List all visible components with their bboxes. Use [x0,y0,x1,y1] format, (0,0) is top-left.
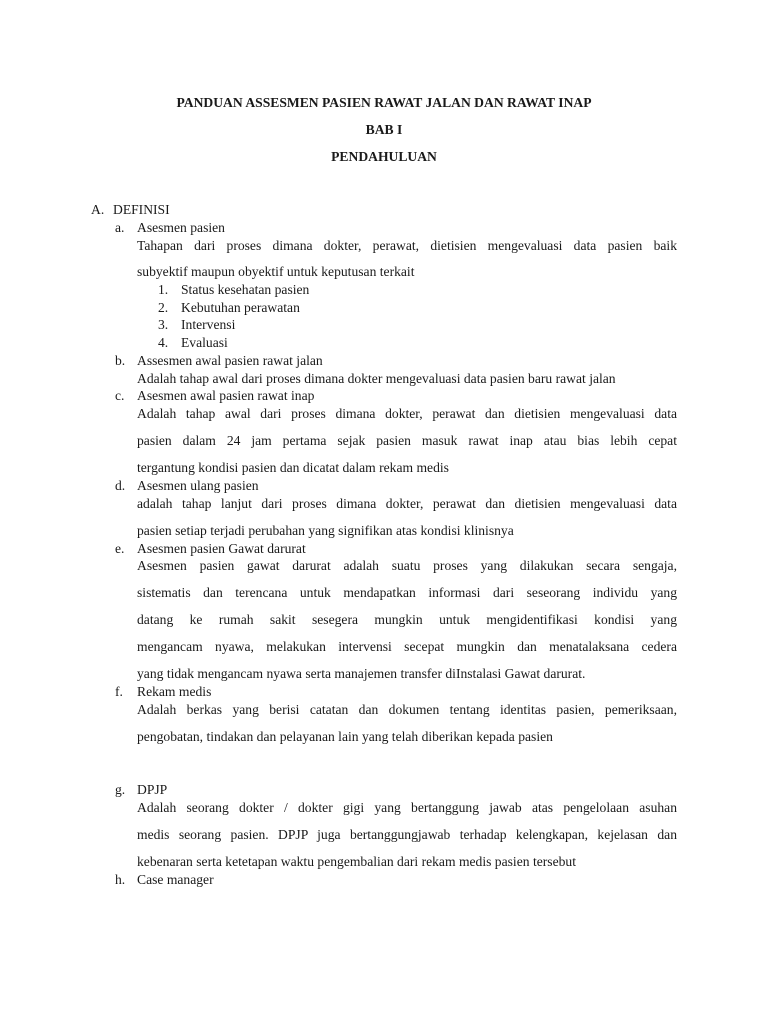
item-a-marker: a. [115,220,125,235]
subitem-1-marker: 1. [158,282,169,297]
item-c-marker: c. [115,388,125,403]
item-f-line-2: pengobatan, tindakan dan pelayanan lain yang telah diberikan kepada pasien [137,729,553,744]
item-e-line-5: yang tidak mengancam nyawa serta manajemen transfer diInstalasi Gawat darurat. [137,666,586,681]
item-d-marker: d. [115,478,126,493]
item-g-line-1: Adalah seorang dokter / dokter gigi yang bertanggung jawab atas pengelolaan asuhan [137,800,677,815]
subitem-4-text: Evaluasi [181,335,228,350]
item-e-marker: e. [115,541,125,556]
item-c-line-1: Adalah tahap awal dari proses dimana dokter, perawat dan dietisien mengevaluasi data [137,406,677,421]
subitem-3-text: Intervensi [181,317,236,332]
item-g-title: DPJP [137,782,168,797]
item-c-line-3: tergantung kondisi pasien dan dicatat dalam rekam medis [137,460,449,475]
chapter-title: PENDAHULUAN [331,149,437,164]
subitem-2-text: Kebutuhan perawatan [181,300,300,315]
item-h-title: Case manager [137,872,214,887]
item-d-title: Asesmen ulang pasien [137,478,259,493]
item-g-line-2: medis seorang pasien. DPJP juga bertanggungjawab terhadap kelengkapan, kejelasan dan [137,827,677,842]
item-b-line-1: Adalah tahap awal dari proses dimana dokter mengevaluasi data pasien baru rawat jalan [137,371,616,386]
item-d-line-2: pasien setiap terjadi perubahan yang signifikan atas kondisi klinisnya [137,523,514,538]
subitem-3-marker: 3. [158,317,169,332]
subitem-2-marker: 2. [158,300,169,315]
item-a-title: Asesmen pasien [137,220,225,235]
subitem-4-marker: 4. [158,335,169,350]
subitem-1-text: Status kesehatan pasien [181,282,310,297]
item-g-marker: g. [115,782,126,797]
item-b-title: Assesmen awal pasien rawat jalan [137,353,323,368]
item-e-line-2: sistematis dan terencana untuk mendapatkan informasi dari seseorang individu yang [137,585,677,600]
item-a-line-2: subyektif maupun obyektif untuk keputusan terkait [137,264,415,279]
item-g-line-3: kebenaran serta ketetapan waktu pengembalian dari rekam medis pasien tersebut [137,854,576,869]
item-e-line-3: datang ke rumah sakit sesegera mungkin untuk mengidentifikasi kondisi yang [137,612,677,627]
item-c-title: Asesmen awal pasien rawat inap [137,388,315,403]
item-e-line-4: mengancam nyawa, melakukan intervensi secepat mungkin dan menatalaksana cedera [137,639,677,654]
item-e-line-1: Asesmen pasien gawat darurat adalah suatu proses yang dilakukan secara sengaja, [137,558,677,573]
chapter-number: BAB I [365,122,403,137]
item-e-title: Asesmen pasien Gawat darurat [137,541,306,556]
document-title: PANDUAN ASSESMEN PASIEN RAWAT JALAN DAN RAWAT INAP [176,95,592,110]
item-f-line-1: Adalah berkas yang berisi catatan dan dokumen tentang identitas pasien, pemeriksaan, [137,702,677,717]
item-d-line-1: adalah tahap lanjut dari proses dimana dokter, perawat dan dietisien mengevaluasi data [137,496,677,511]
item-f-title: Rekam medis [137,684,212,699]
item-c-line-2: pasien dalam 24 jam pertama sejak pasien masuk rawat inap atau bias lebih cepat [137,433,677,448]
item-a-line-1: Tahapan dari proses dimana dokter, perawat, dietisien mengevaluasi data pasien baik [137,238,677,253]
item-b-marker: b. [115,353,126,368]
item-f-marker: f. [115,684,123,699]
section-marker: A. [91,202,105,217]
item-h-marker: h. [115,872,126,887]
section-title: DEFINISI [113,202,170,217]
